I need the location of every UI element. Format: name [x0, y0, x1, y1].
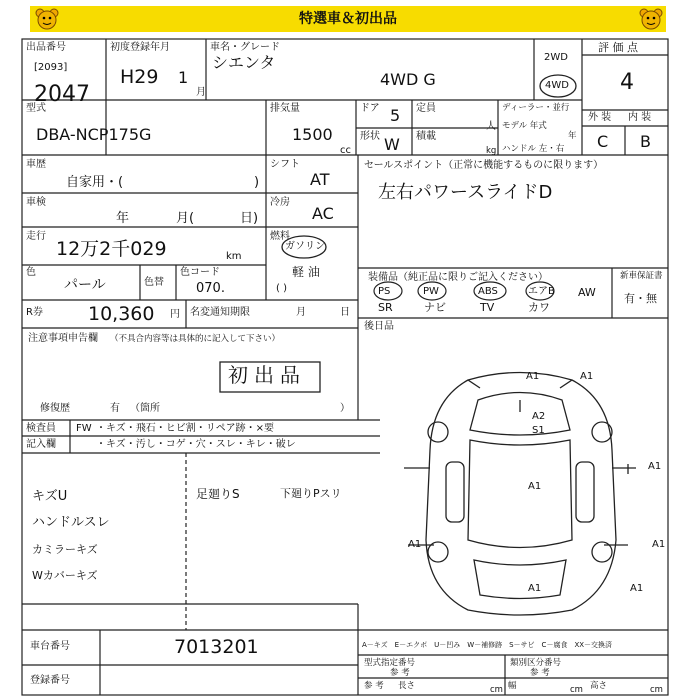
new-warranty-value: 有・無: [624, 292, 657, 305]
title-banner: [30, 6, 666, 32]
doors-label: ドア: [360, 103, 380, 114]
color-change-label: 色替: [144, 277, 164, 288]
mileage-label: 走行: [26, 231, 46, 242]
equipment-aw: AW: [578, 286, 596, 299]
equipment-label: 装備品（純正品に限りご記入ください）: [368, 272, 548, 283]
equipment-airbag: エアB: [528, 286, 555, 297]
footer-model-label: 型式指定番号: [364, 658, 416, 668]
name-change-month: 月: [296, 307, 306, 318]
color-value: パール: [64, 277, 106, 293]
later-date-label: 後日品: [364, 321, 394, 332]
inspector-row-2: ・キズ・汚し・コゲ・穴・スレ・キレ・破レ: [96, 439, 296, 450]
recycle-unit: 円: [170, 309, 180, 320]
exterior-grade: C: [597, 132, 609, 151]
name-change-label: 名変通知期限: [190, 307, 250, 318]
exterior-label: 外 装: [588, 112, 612, 123]
name-change-day: 日: [340, 307, 350, 318]
recycle-value: 10,360: [88, 303, 155, 325]
inspector-note-left-1: キズU: [32, 489, 68, 504]
dealer-label: ディーラー・並行: [502, 103, 570, 113]
mileage-value: 12万2千029: [56, 238, 167, 260]
damage-legend: A－キズ E－エクボ U－凹み W－補修跡 S－サビ C－腐食 XX－交換済: [362, 641, 613, 649]
load-unit: kg: [486, 146, 497, 156]
repair-value: 有: [110, 403, 120, 414]
shape-value: W: [384, 135, 400, 154]
mileage-unit: km: [226, 251, 242, 262]
damage-label: A2: [532, 411, 546, 422]
capacity-unit: 人: [486, 121, 496, 132]
damage-label: A1: [528, 583, 542, 594]
capacity-label: 定員: [416, 103, 436, 114]
first-reg-month: 1: [178, 68, 189, 87]
use-close: ): [254, 175, 260, 190]
chassis-label: 車台番号: [30, 641, 70, 652]
repair-place: （箇所: [130, 403, 160, 414]
registration-label: 登録番号: [30, 675, 70, 686]
repair-close: ）: [340, 403, 350, 414]
repair-label: 修復歴: [40, 403, 70, 414]
car-grade: 4WD G: [380, 70, 436, 89]
drive-selected: 4WD: [545, 80, 569, 91]
equipment-pw: PW: [423, 286, 439, 297]
color-code: 070.: [196, 281, 225, 296]
equipment-leather: カワ: [528, 301, 550, 314]
new-warranty-label: 新車保証書: [620, 271, 663, 281]
fuel-selected: ガソリン: [285, 241, 325, 252]
equipment-sr: SR: [378, 301, 393, 314]
footer-length: 長さ: [398, 681, 416, 691]
model-value: DBA-NCP175G: [36, 125, 152, 144]
damage-label: A1: [630, 583, 644, 594]
fuel-other: 軽 油: [292, 265, 320, 279]
fuel-label: 燃料: [270, 231, 290, 242]
damage-label: A1: [408, 539, 422, 550]
notes-sub: （不具合内容等は具体的に記入して下さい）: [110, 334, 281, 344]
inspection-year: 年: [116, 211, 130, 226]
first-reg-label: 初度登録年月: [110, 42, 170, 53]
footer-cm-1: cm: [490, 685, 503, 695]
sales-point-value: 左右パワースライドD: [378, 182, 553, 203]
banner-title: 特選車＆初出品: [299, 11, 397, 27]
inspector-row-1: ・キズ・飛石・ヒビ割・リペア跡・×要: [96, 423, 274, 434]
equipment-navi: ナビ: [424, 301, 446, 314]
doors-value: 5: [390, 106, 401, 125]
damage-label: A1: [648, 461, 662, 472]
score-value: 4: [620, 70, 634, 95]
use-label: 車歴: [26, 159, 46, 170]
equipment-abs: ABS: [478, 286, 498, 297]
notes-label: 注意事項申告欄: [28, 333, 98, 344]
ac-value: AC: [312, 204, 334, 223]
dealer-handle: ハンドル 左・右: [502, 144, 565, 154]
lot-number: 2047: [34, 82, 90, 107]
fuel-paren: ( ): [276, 283, 287, 294]
footer-category-label: 類別区分番号: [510, 658, 562, 668]
score-label: 評 価 点: [598, 41, 638, 54]
footer-ref-3: 参 考: [364, 681, 384, 691]
equipment-ps: PS: [378, 286, 391, 297]
inspector-note-right-1: 足廻りS: [196, 487, 240, 501]
inspector-note-left-4: Wカバーキズ: [32, 569, 98, 582]
shift-label: シフト: [270, 159, 300, 170]
inspector-label-2: 記入欄: [26, 439, 56, 450]
interior-label: 内 装: [628, 112, 652, 123]
damage-label: A1: [652, 539, 666, 550]
displacement-label: 排気量: [270, 103, 300, 114]
shift-value: AT: [310, 170, 330, 189]
damage-label: A1: [580, 371, 594, 382]
footer-cm-3: cm: [650, 685, 663, 695]
footer-height: 高さ: [590, 681, 608, 691]
damage-label: A1: [528, 481, 542, 492]
lot-sub: [2093]: [34, 62, 68, 73]
car-name-label: 車名・グレード: [210, 42, 280, 53]
dealer-year-unit: 年: [568, 131, 577, 141]
displacement-value: 1500: [292, 125, 333, 144]
ac-label: 冷房: [270, 197, 290, 208]
inspector-note-left-3: カミラーキズ: [32, 543, 98, 556]
footer-cm-2: cm: [570, 685, 583, 695]
footer-ref-1: 参 考: [390, 668, 410, 678]
color-label: 色: [26, 267, 36, 278]
drive-label: 2WD: [544, 52, 568, 63]
inspector-note-right-2: 下廻りPスリ: [280, 487, 342, 500]
first-reg-era: H29: [120, 66, 159, 88]
damage-label: A1: [526, 371, 540, 382]
first-reg-month-unit: 月: [196, 87, 206, 98]
use-value: 自家用・(: [66, 175, 124, 190]
inspection-label: 車検: [26, 197, 46, 208]
recycle-label: R券: [26, 307, 43, 318]
load-label: 積載: [416, 131, 436, 142]
model-label: 型式: [26, 103, 46, 114]
car-name: シエンタ: [212, 53, 276, 72]
chassis-value: 7013201: [174, 636, 259, 658]
mascot-left-icon: [34, 8, 60, 30]
dealer-model-year: モデル 年式: [502, 121, 547, 131]
footer-width: 幅: [508, 681, 517, 691]
mascot-right-icon: [638, 8, 664, 30]
equipment-tv: TV: [480, 301, 495, 314]
damage-label: S1: [532, 425, 545, 436]
displacement-unit: cc: [340, 145, 351, 156]
color-code-label: 色コード: [180, 267, 220, 278]
lot-label: 出品番号: [26, 42, 66, 53]
interior-grade: B: [640, 132, 651, 151]
inspector-fw: FW: [76, 423, 92, 434]
inspector-note-left-2: ハンドルスレ: [32, 515, 110, 530]
sales-point-label: セールスポイント（正常に機能するものに限ります）: [364, 160, 604, 171]
notes-stamp: 初出品: [228, 363, 306, 387]
footer-ref-2: 参 考: [530, 668, 550, 678]
shape-label: 形状: [360, 131, 380, 142]
inspection-day: 日): [240, 211, 259, 226]
inspector-label-1: 検査員: [26, 423, 56, 434]
inspection-month: 月(: [176, 211, 195, 226]
